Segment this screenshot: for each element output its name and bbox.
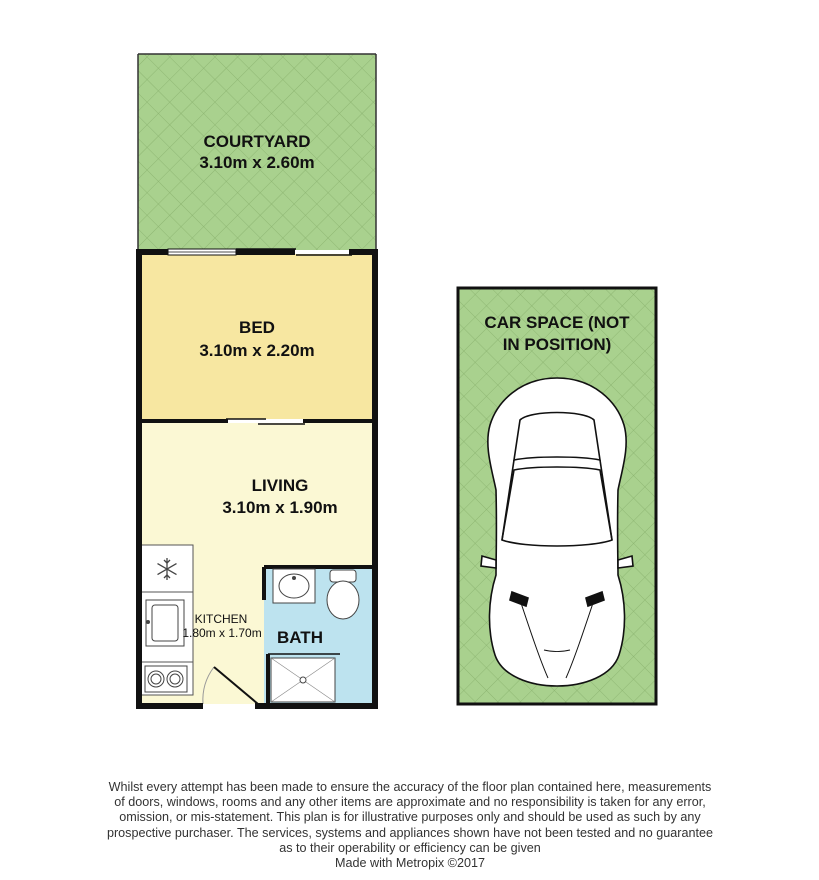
shower-icon [271,658,335,702]
bed-dims: 3.10m x 2.20m [199,341,315,360]
bed-room [141,254,373,419]
kitchen-dims: 1.80m x 1.70m [182,626,262,640]
disclaimer [40,780,780,871]
disclaimer-line: Whilst every attempt has been made to ensure the accuracy of the floor plan contained here, measurements [108,780,712,794]
courtyard-name: COURTYARD [203,132,311,151]
basin-icon [273,569,315,603]
sink-icon [146,600,184,646]
bath-name: BATH [277,628,323,647]
disclaimer-line: as to their operability or efficiency can be given [279,840,541,855]
car-space [458,288,656,704]
living-dims: 3.10m x 1.90m [222,498,338,517]
kitchen-name: KITCHEN [194,612,248,626]
disclaimer-line: prospective purchaser. The services, systems and appliances shown have not been tested and no guarantee [106,825,714,840]
disclaimer-line: of doors, windows, rooms and any other items are approximate and no responsibility is taken for any error, [114,795,706,810]
courtyard [138,54,376,250]
bath-room [264,567,373,704]
car-space-line1: CAR SPACE (NOT [484,313,630,332]
car-space-line2: IN POSITION) [502,335,612,354]
courtyard-dims: 3.10m x 2.60m [199,153,315,172]
living-name: LIVING [251,476,309,495]
car-icon [481,378,633,686]
bed-name: BED [239,318,275,337]
toilet-icon [327,570,359,619]
disclaimer-line: omission, or mis-statement. This plan is for illustrative purposes only and should be used as such by any [119,810,701,825]
credit: Made with Metropix ©2017 [335,856,485,871]
